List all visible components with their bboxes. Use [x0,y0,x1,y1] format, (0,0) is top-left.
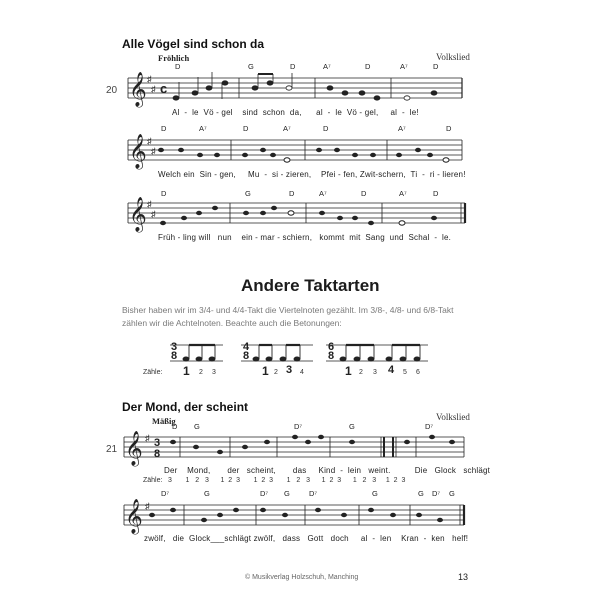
song2-notes-1 [170,435,455,454]
svg-text:♯: ♯ [151,209,156,219]
treble-clef-icon [129,197,147,233]
eighth-note-groups [183,341,420,361]
chord: A⁷ [283,124,291,133]
song2-number: 21 [106,444,118,455]
count: 2 [199,369,203,376]
treble-clef-icon [129,134,147,170]
chord: G [418,489,424,498]
song1-notes-3 [160,206,437,225]
chord: G [194,422,200,431]
chord: D [290,62,296,71]
song1-number: 20 [106,85,118,96]
song1-notes-1 [173,72,437,100]
chord: D⁷ [309,489,318,498]
time-signature [171,343,177,361]
chord: A⁷ [199,124,207,133]
chord: D [323,124,329,133]
svg-text:8: 8 [154,448,161,460]
svg-text:𝄞: 𝄞 [125,432,143,465]
sharp-icon [147,74,156,219]
song1-staff-3 [128,203,465,223]
chord: D [289,189,295,198]
chord: G [245,189,251,198]
time-sig-bottom: 8 [328,350,335,362]
svg-text:♯: ♯ [151,84,156,94]
count: 5 [403,369,407,376]
song2-lyrics-1: Der Mond, der scheint, das Kind - lein weint. Die Glock schlägt [164,466,491,475]
count: 6 [416,369,420,376]
song2-lyrics-2: zwölf, die Glock___schlägt zwölf, dass Gott doch al - len Kran - ken helf! [144,534,469,543]
chord: G [248,62,254,71]
svg-text:♯: ♯ [151,146,156,156]
treble-clef-icon [125,431,143,467]
song2-tempo: Mäßig [152,416,176,426]
chord: G [372,489,378,498]
count-accent: 1 [262,364,269,378]
song1-lyrics-3: Früh - ling will nun ein - mar - schiern, kommt mit Sang und Schal - le. [158,233,452,242]
copyright: © Musikverlag Holzschuh, Manching [245,574,359,581]
svg-text:𝄞: 𝄞 [129,198,147,231]
count: 3 [373,369,377,376]
song1-staff-1 [128,78,462,98]
count: 2 [359,369,363,376]
song2-title: Der Mond, der scheint [122,400,249,414]
chord: D [161,189,167,198]
song2-origin: Volkslied [436,412,470,422]
chord: D⁷ [425,422,434,431]
section-title: Andere Taktarten [241,276,380,295]
song1-origin: Volkslied [436,52,470,62]
chord: G [204,489,210,498]
chord: D [161,124,167,133]
count-row: 3 1 2 3 1 2 3 1 2 3 1 2 3 1 2 3 1 2 3 1 2 3 [168,477,406,484]
count: 2 [274,369,278,376]
song1-lyrics-2: Welch ein Sin - gen, Mu - si - zieren, Pfei - fen, Zwit-schern, Ti - ri - lieren! [158,170,466,179]
chord: A⁷ [400,62,408,71]
svg-text:3: 3 [154,437,161,449]
time-sig-bottom: 8 [171,350,178,362]
chord: D⁷ [260,489,269,498]
song2-chords-1 [0,422,600,432]
chord: D [433,62,439,71]
svg-text:♯: ♯ [147,199,152,209]
song1-lyrics-1: Al - le Vö - gel sind schon da, al - le Vö - gel, al - le! [172,108,419,117]
song1-title: Alle Vögel sind schon da [122,37,265,51]
svg-text:c: c [160,81,168,96]
svg-text:♯: ♯ [147,74,152,84]
song1-tempo: Fröhlich [158,53,190,63]
time-signature [243,343,249,361]
section-text: Bisher haben wir im 3/4- und 4/4-Takt die Viertelnoten gezählt. Im 3/8-, 4/8- und 6/8-Takt zählen wir die Achtelnoten. Beachte auch die Betonungen: [122,305,454,328]
chord: D [175,62,181,71]
chord: D [172,422,178,431]
svg-text:♯: ♯ [145,501,150,511]
count-accent: 1 [183,364,190,378]
chord: D⁷ [161,489,170,498]
count-label: Zähle: [143,369,163,376]
chord: D [433,189,439,198]
counts-row [0,364,600,378]
chord: D [361,189,367,198]
time-sig-top: 4 [243,341,250,353]
svg-text:𝄞: 𝄞 [129,135,147,168]
count-label: Zähle: [143,477,163,484]
count-accent: 1 [345,364,352,378]
count-accent: 3 [286,364,293,376]
svg-text:♯: ♯ [147,136,152,146]
chord: D [365,62,371,71]
chord: G [449,489,455,498]
time-signature [328,343,334,361]
svg-text:𝄞: 𝄞 [125,500,143,533]
chord: D [446,124,452,133]
song2-staff-1 [124,437,464,457]
time-sig-top: 3 [171,341,178,353]
chord: G [349,422,355,431]
example-staff-2 [241,341,313,361]
sharp-icon [145,433,150,511]
count: 4 [300,369,304,376]
chord: A⁷ [399,189,407,198]
svg-text:♯: ♯ [145,433,150,443]
song2-chords-2 [0,489,600,499]
treble-clef-icon [129,72,147,108]
treble-clef-icon [125,499,143,535]
chord: D [243,124,249,133]
count: 3 [212,369,216,376]
count-accent: 4 [388,364,395,376]
time-sig-bottom: 8 [243,350,250,362]
song2-staff-2 [124,505,464,525]
chord: D⁷ [294,422,303,431]
chord: A⁷ [323,62,331,71]
time-sig-top: 6 [328,341,335,353]
chord: A⁷ [398,124,406,133]
time-signature-3-8 [154,437,160,460]
svg-text:𝄞: 𝄞 [129,73,147,106]
chord: G [284,489,290,498]
common-time-icon [160,81,167,96]
chord: D⁷ [432,489,441,498]
chord: A⁷ [319,189,327,198]
page-number: 13 [458,572,469,582]
